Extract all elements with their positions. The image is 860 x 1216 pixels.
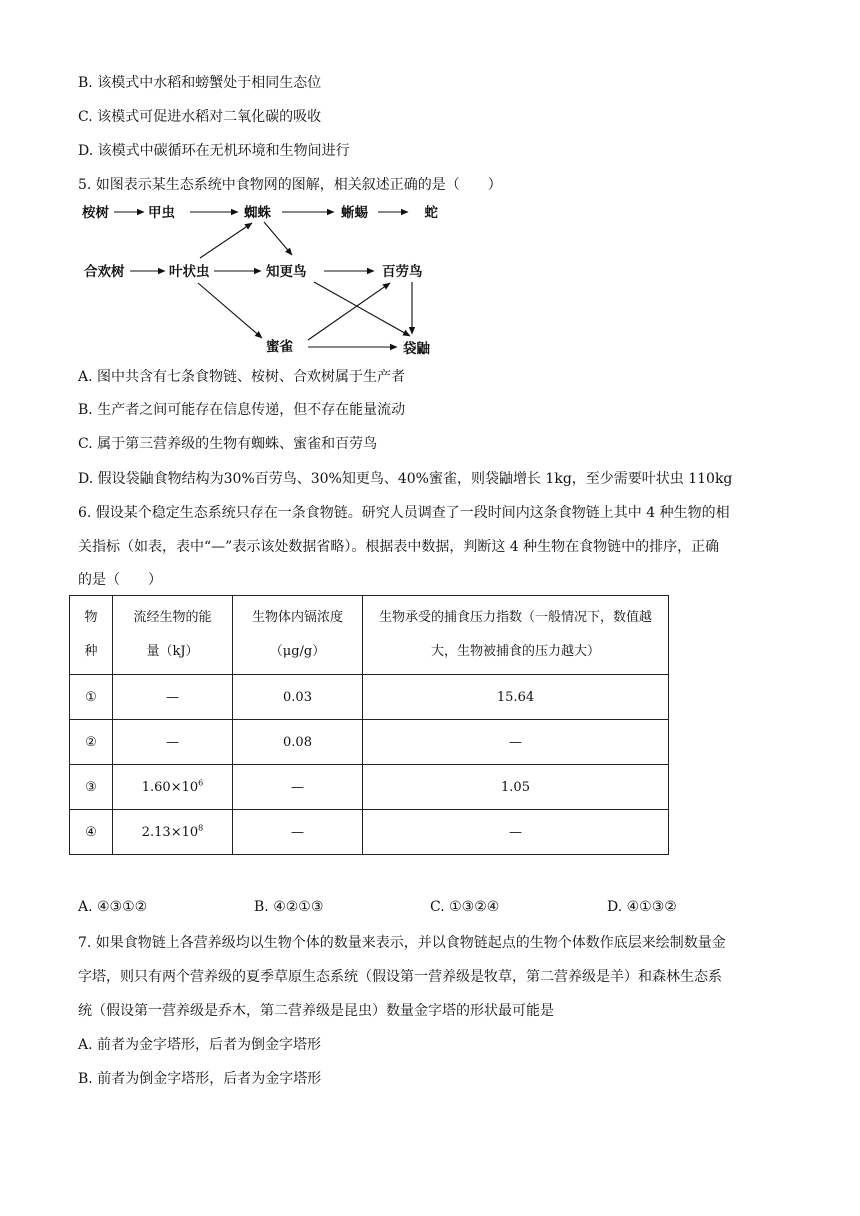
node-miqiao: 蜜雀 — [266, 339, 293, 355]
q6-option-b: B. ④②①③ — [254, 899, 324, 915]
cell-energy: — — [113, 675, 233, 720]
q5-option-b: B. 生产者之间可能存在信息传递，但不存在能量流动 — [78, 402, 406, 418]
header-pressure: 生物承受的捕食压力指数（一般情况下，数值越大，生物被捕食的压力越大） — [363, 596, 669, 675]
node-hehuanshu: 合欢树 — [84, 264, 125, 280]
cell-pressure: 15.64 — [363, 675, 669, 720]
node-bailaoniao: 百劳鸟 — [382, 264, 423, 280]
header-species: 物种 — [70, 596, 113, 675]
table-row — [70, 765, 669, 810]
q7-stem-line2: 字塔，则只有两个营养级的夏季草原生态系统（假设第一营养级是牧草，第二营养级是羊）和森林生态系 — [78, 969, 722, 985]
q5-stem: 5. 如图表示某生态系统中食物网的图解，相关叙述正确的是（ ） — [78, 177, 502, 193]
q5-option-d: D. 假设袋鼬食物结构为30%百劳鸟、30%知更鸟、40%蜜雀，则袋鼬增长 1kg，至少需要叶状虫 110kg — [78, 471, 733, 487]
node-zhigengniao: 知更鸟 — [266, 264, 307, 280]
node-zhizhu: 蜘蛛 — [244, 205, 271, 221]
q6-option-d: D. ④①③② — [607, 899, 677, 915]
cell-species: ② — [70, 720, 113, 765]
q6-option-a: A. ④③①② — [78, 899, 148, 915]
header-cadmium: 生物体内镉浓度（μg/g） — [233, 596, 363, 675]
q5-option-c: C. 属于第三营养级的生物有蜘蛛、蜜雀和百劳鸟 — [78, 436, 378, 452]
q6-stem-line3: 的是（ ） — [78, 572, 162, 588]
header-energy: 流经生物的能量（kJ） — [113, 596, 233, 675]
cell-species: ④ — [70, 810, 113, 855]
node-xiyi: 蜥蜴 — [341, 205, 368, 221]
table-row — [70, 720, 669, 765]
node-anshu: 桉树 — [82, 205, 109, 221]
cell-pressure: 1.05 — [363, 765, 669, 810]
q4-option-c: C. 该模式可促进水稻对二氧化碳的吸收 — [78, 109, 322, 125]
cell-cadmium: — — [233, 810, 363, 855]
cell-energy: $1.60\times 10^6$ — [113, 765, 233, 810]
cell-cadmium: 0.08 — [233, 720, 363, 765]
cell-cadmium: — — [233, 765, 363, 810]
cell-species: ③ — [70, 765, 113, 810]
q6-stem-line1: 6. 假设某个稳定生态系统只存在一条食物链。研究人员调查了一段时间内这条食物链上其中 4 种生物的相 — [78, 505, 730, 521]
cell-cadmium: 0.03 — [233, 675, 363, 720]
q7-option-b: B. 前者为倒金字塔形，后者为金字塔形 — [78, 1071, 322, 1087]
cell-energy: $2.13\times 10^8$ — [113, 810, 233, 855]
node-yezhuangchong: 叶状虫 — [169, 264, 210, 280]
q4-option-b: B. 该模式中水稻和螃蟹处于相同生态位 — [78, 75, 322, 91]
q6-option-c: C. ①③②④ — [430, 899, 500, 915]
node-jiachong: 甲虫 — [148, 205, 175, 221]
table-row — [70, 675, 669, 720]
q6-stem-line2: 关指标（如表，表中“—”表示该处数据省略）。根据表中数据，判断这 4 种生物在食物链中的排序，正确 — [78, 539, 720, 555]
q4-option-d: D. 该模式中碳循环在无机环境和生物间进行 — [78, 143, 350, 159]
q7-stem-line1: 7. 如果食物链上各营养级均以生物个体的数量来表示，并以食物链起点的生物个体数作底层来绘制数量金 — [78, 935, 726, 951]
cell-species: ① — [70, 675, 113, 720]
node-dairong: 袋鼬 — [403, 341, 430, 357]
node-she: 蛇 — [424, 205, 438, 221]
cell-energy: — — [113, 720, 233, 765]
q6-data-table — [69, 595, 669, 855]
q7-stem-line3: 统（假设第一营养级是乔木，第二营养级是昆虫）数量金字塔的形状最可能是 — [78, 1003, 554, 1019]
cell-pressure: — — [363, 720, 669, 765]
q6-options — [78, 899, 768, 919]
q7-option-a: A. 前者为金字塔形，后者为倒金字塔形 — [78, 1037, 322, 1053]
food-web-diagram — [78, 198, 448, 358]
q5-option-a: A. 图中共含有七条食物链、桉树、合欢树属于生产者 — [78, 369, 406, 385]
cell-pressure: — — [363, 810, 669, 855]
table-row — [70, 810, 669, 855]
table-header-row — [70, 596, 669, 675]
